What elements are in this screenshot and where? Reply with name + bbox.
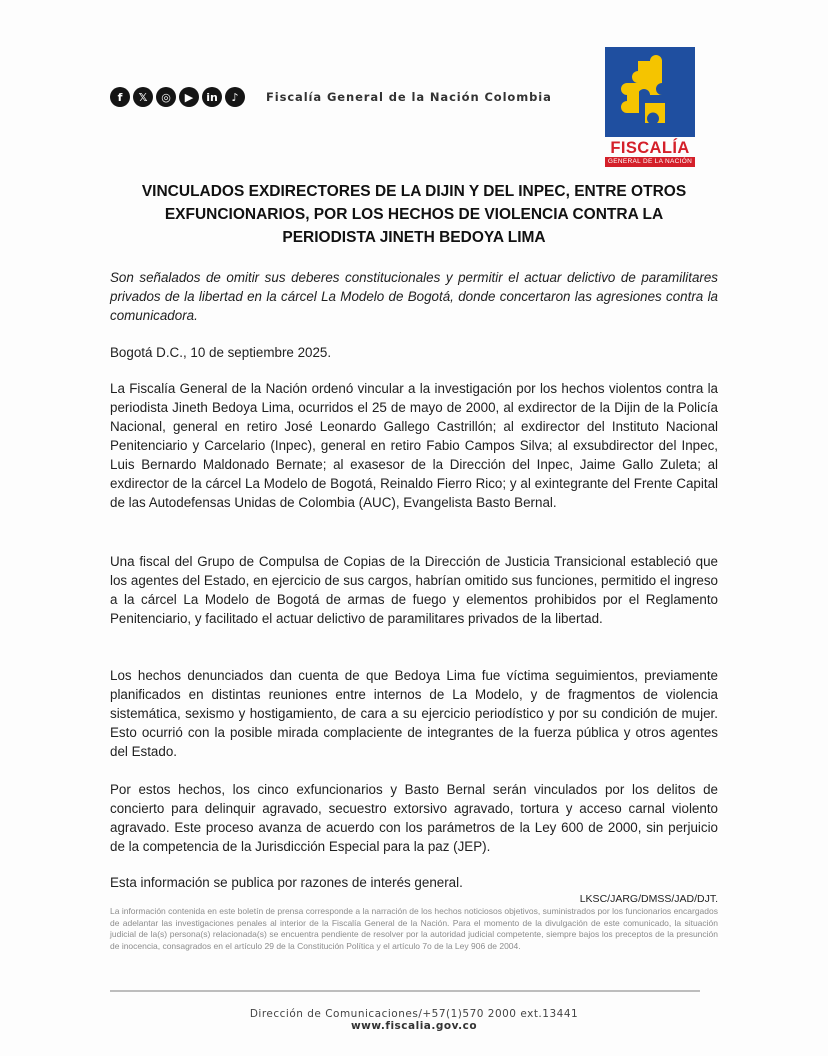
footer-contact: Dirección de Comunicaciones/+57(1)570 2000 ext.13441 [249,1008,579,1020]
body-paragraph: Los hechos denunciados dan cuenta de que Bedoya Lima fue víctima seguimientos, previamente planificados en distintas reuniones entre internos de La Modelo, y de fragmentos de violencia sistemática, sexismo y hostigamiento, de cara a su ejercicio periodístico y por su condición de mujer. Esto ocurrió con la posible mirada complaciente de integrantes de la fuerza pública y otros agentes del Estado. [110,668,718,759]
body-paragraph: La Fiscalía General de la Nación ordenó vincular a la investigación por los hechos violentos contra la periodista Jineth Bedoya Lima, ocurridos el 25 de mayo de 2000, al exdirector de la Dijin de la Policía Nacional, general en retiro José Leonardo Gallego Castrillón; al exdirector del Instituto Nacional Penitenciario y Carcelario (Inpec), general en retiro Fabio Campos Silva; al exsubdirector del Inpec, Luis Bernardo Maldonado Bernate; al exasesor de la Dirección del Inpec, Jaime Gallo Zuleta; al exdirector de la cárcel La Modelo de Bogotá, Reinaldo Fierro Rico; y al exintegrante del Frente Capital de las Autodefensas Unidas de Colombia (AUC), Evangelista Basto Bernal. [110,381,718,510]
dateline: Bogotá D.C., 10 de septiembre 2025. [110,345,332,360]
logo-word: FISCALÍA [610,139,690,157]
logo-emblem [605,47,695,137]
lead-paragraph: Son señalados de omitir sus deberes constitucionales y permitir el actuar delictivo de paramilitares privados de la libertad en la cárcel La Modelo de Bogotá, donde concertaron las agresiones contra la comunicadora. [110,270,718,323]
youtube-icon[interactable]: ▶ [179,87,199,107]
puzzle-piece-icon [605,47,695,137]
social-media-bar [110,87,552,107]
footer-website-link[interactable]: www.fiscalia.gov.co [350,1020,478,1032]
footer-divider [110,990,700,992]
x-icon[interactable]: 𝕏 [133,87,153,107]
legal-disclaimer: La información contenida en este boletín de prensa corresponde a la narración de los hechos noticiosos objetivos, suministrados por los funcionarios encargados de adelantar las investigaciones penales al interior de la Fiscalía General de la Nación. Para el momento de la divulgación de este comunicado, la situación judicial de la(s) persona(s) relacionada(s) se encuentra pendiente de resolver por la autoridad judicial competente, siempre bajos los preceptos de la presunción de inocencia, consagrados en el artículo 29 de la Constitución Política y el artículo 7o de la Ley 906 de 2004. [110,906,718,951]
instagram-icon[interactable]: ◎ [156,87,176,107]
tiktok-icon[interactable]: ♪ [225,87,245,107]
headline [110,180,718,249]
author-initials: LKSC/JARG/DMSS/JAD/DJT. [579,893,718,905]
logo-subtitle: GENERAL DE LA NACIÓN [605,157,695,167]
headline-line: VINCULADOS EXDIRECTORES DE LA DIJIN Y DEL INPEC, ENTRE OTROS [141,183,687,200]
linkedin-icon[interactable]: in [202,87,222,107]
body-paragraph: Por estos hechos, los cinco exfuncionarios y Basto Bernal serán vinculados por los delitos de concierto para delinquir agravado, secuestro extorsivo agravado, tortura y acceso carnal violento agravado. Este proceso avanza de acuerdo con los parámetros de la Ley 600 de 2000, sin perjuicio de la competencia de la Jurisdicción Especial para la paz (JEP). [110,782,718,854]
headline-line: EXFUNCIONARIOS, POR LOS HECHOS DE VIOLENCIA CONTRA LA [164,206,664,223]
organization-name: Fiscalía General de la Nación Colombia [266,90,552,104]
fiscalia-logo [605,47,695,169]
facebook-icon[interactable]: f [110,87,130,107]
headline-line: PERIODISTA JINETH BEDOYA LIMA [282,229,546,246]
closing-statement: Esta información se publica por razones de interés general. [110,875,463,890]
body-paragraph: Una fiscal del Grupo de Compulsa de Copias de la Dirección de Justicia Transicional estableció que los agentes del Estado, en ejercicio de sus cargos, habrían omitido sus funciones, permitido el ingreso a la cárcel La Modelo de Bogotá de armas de fuego y elementos prohibidos por el Reglamento Penitenciario, y facilitado el actuar delictivo de paramilitares privados de la libertad. [110,554,718,626]
